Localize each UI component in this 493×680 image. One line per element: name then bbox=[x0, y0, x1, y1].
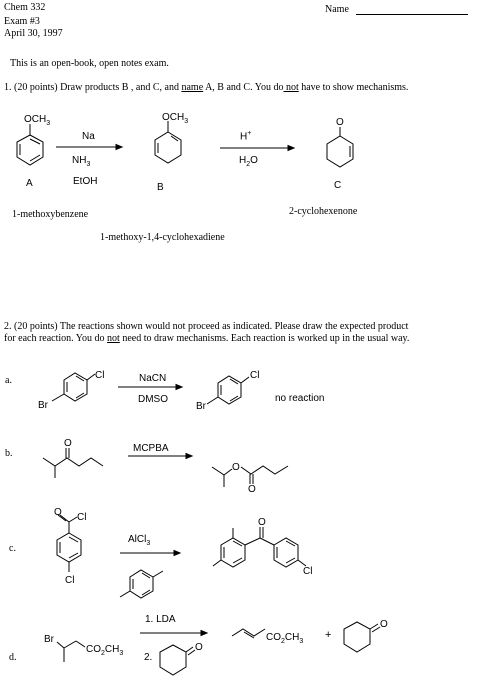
structure-2d-enoate bbox=[232, 629, 303, 645]
label-cl-2a-start: Cl bbox=[95, 370, 105, 381]
q1-arrowhead-1 bbox=[116, 145, 122, 150]
label-cl-2c-ring: Cl bbox=[65, 575, 75, 586]
q1-label-b: B bbox=[157, 182, 164, 193]
q1-reagent-nh3: $NH_3$ bbox=[72, 155, 91, 168]
intro-text: This is an open-book, open notes exam. bbox=[10, 58, 169, 69]
structure-a-anisole bbox=[17, 114, 50, 165]
exam-number: Exam #3 bbox=[4, 16, 40, 27]
q1-reagent-h2o: $H_2O$ bbox=[239, 155, 258, 168]
q1-label-a: A bbox=[26, 178, 33, 189]
q1-reagent-etoh: EtOH bbox=[73, 176, 98, 187]
q2a-reagent-nacn: NaCN bbox=[139, 373, 167, 384]
label-o-2b-ketone: O bbox=[64, 438, 72, 449]
q2d-step1: 1. LDA bbox=[145, 614, 176, 625]
q2-prompt-line2: for each reaction. You do not need to draw mechanisms. Each reaction is worked up in the usual way. bbox=[4, 333, 410, 344]
q2a-reagent-dmso: DMSO bbox=[138, 394, 168, 405]
label-och3-b: $OCH_3$ bbox=[162, 112, 189, 125]
q2c-reagent-alcl3: AlCl$_3$ bbox=[128, 534, 151, 547]
label-co2ch3-2d: $CO_2CH_3$ bbox=[86, 644, 124, 657]
label-o-c: O bbox=[336, 117, 344, 128]
q1-name-b: 1-methoxy-1,4-cyclohexadiene bbox=[100, 232, 225, 243]
structure-b-cyclohexadiene bbox=[155, 112, 188, 163]
course-title: Chem 332 bbox=[4, 2, 46, 13]
q2d-step2: 2. bbox=[144, 652, 153, 663]
label-o-2d-product: O bbox=[380, 619, 388, 630]
q2d-plus: + bbox=[325, 629, 332, 641]
label-br-2d: Br bbox=[44, 634, 54, 645]
label-o-2c-product: O bbox=[258, 517, 266, 528]
structure-2b-ketone bbox=[43, 438, 103, 478]
q2d-arrowhead bbox=[201, 631, 207, 636]
label-cl-2a-product: Cl bbox=[250, 370, 260, 381]
q2c-label: c. bbox=[9, 543, 16, 554]
q1-arrowhead-2 bbox=[288, 146, 294, 151]
label-cl-2c-product: Cl bbox=[303, 566, 313, 577]
q2a-label: a. bbox=[5, 375, 12, 386]
label-o-2b-carbonyl: O bbox=[248, 484, 256, 495]
structure-2b-ester bbox=[212, 462, 288, 495]
q1-name-a: 1-methoxybenzene bbox=[12, 209, 89, 220]
q2c-arrowhead bbox=[174, 551, 180, 556]
exam-date: April 30, 1997 bbox=[4, 28, 63, 39]
label-co2ch3-2d-product: $CO_2CH_3$ bbox=[266, 632, 304, 645]
label-o-2b-ester: O bbox=[232, 462, 240, 473]
q1-label-c: C bbox=[334, 180, 342, 191]
structure-2d-cyclohexanone-product bbox=[344, 619, 388, 652]
q2a-note: no reaction bbox=[275, 393, 325, 404]
label-br-2a-start: Br bbox=[38, 400, 48, 411]
q1-prompt: 1. (20 points) Draw products B , and C, and name A, B and C. You do not have to show mechanisms. bbox=[4, 82, 409, 93]
q2a-arrowhead bbox=[176, 385, 182, 390]
label-br-2a-product: Br bbox=[196, 401, 206, 412]
structure-2c-acyl-chloride bbox=[54, 507, 86, 586]
label-o-2c: O bbox=[54, 507, 62, 518]
structure-2a-start bbox=[38, 370, 104, 411]
q2-prompt-line1: 2. (20 points) The reactions shown would not proceed as indicated. Please draw the expected product bbox=[4, 321, 409, 332]
q2b-label: b. bbox=[5, 448, 13, 459]
structure-2d-cyclohexanone-reagent bbox=[160, 642, 203, 675]
structure-2a-product bbox=[196, 370, 259, 412]
q1-reagent-h-plus: H+ bbox=[240, 130, 252, 143]
label-och3-a: $OCH_3$ bbox=[24, 114, 51, 127]
label-cl-2c-acyl: Cl bbox=[77, 512, 87, 523]
structure-2c-xylene bbox=[120, 570, 163, 598]
q1-name-c: 2-cyclohexenone bbox=[289, 206, 358, 217]
structure-2d-bromoester bbox=[44, 634, 123, 662]
q2b-reagent-mcpba: MCPBA bbox=[133, 443, 169, 454]
structure-c-cyclohexenone bbox=[327, 117, 353, 167]
label-o-2d-reagent: O bbox=[195, 642, 203, 653]
q2b-arrowhead bbox=[186, 454, 192, 459]
structure-2c-product bbox=[213, 517, 312, 577]
name-label: Name bbox=[325, 4, 349, 15]
q1-reagent-na: Na bbox=[82, 131, 95, 142]
q2d-label: d. bbox=[9, 652, 17, 663]
